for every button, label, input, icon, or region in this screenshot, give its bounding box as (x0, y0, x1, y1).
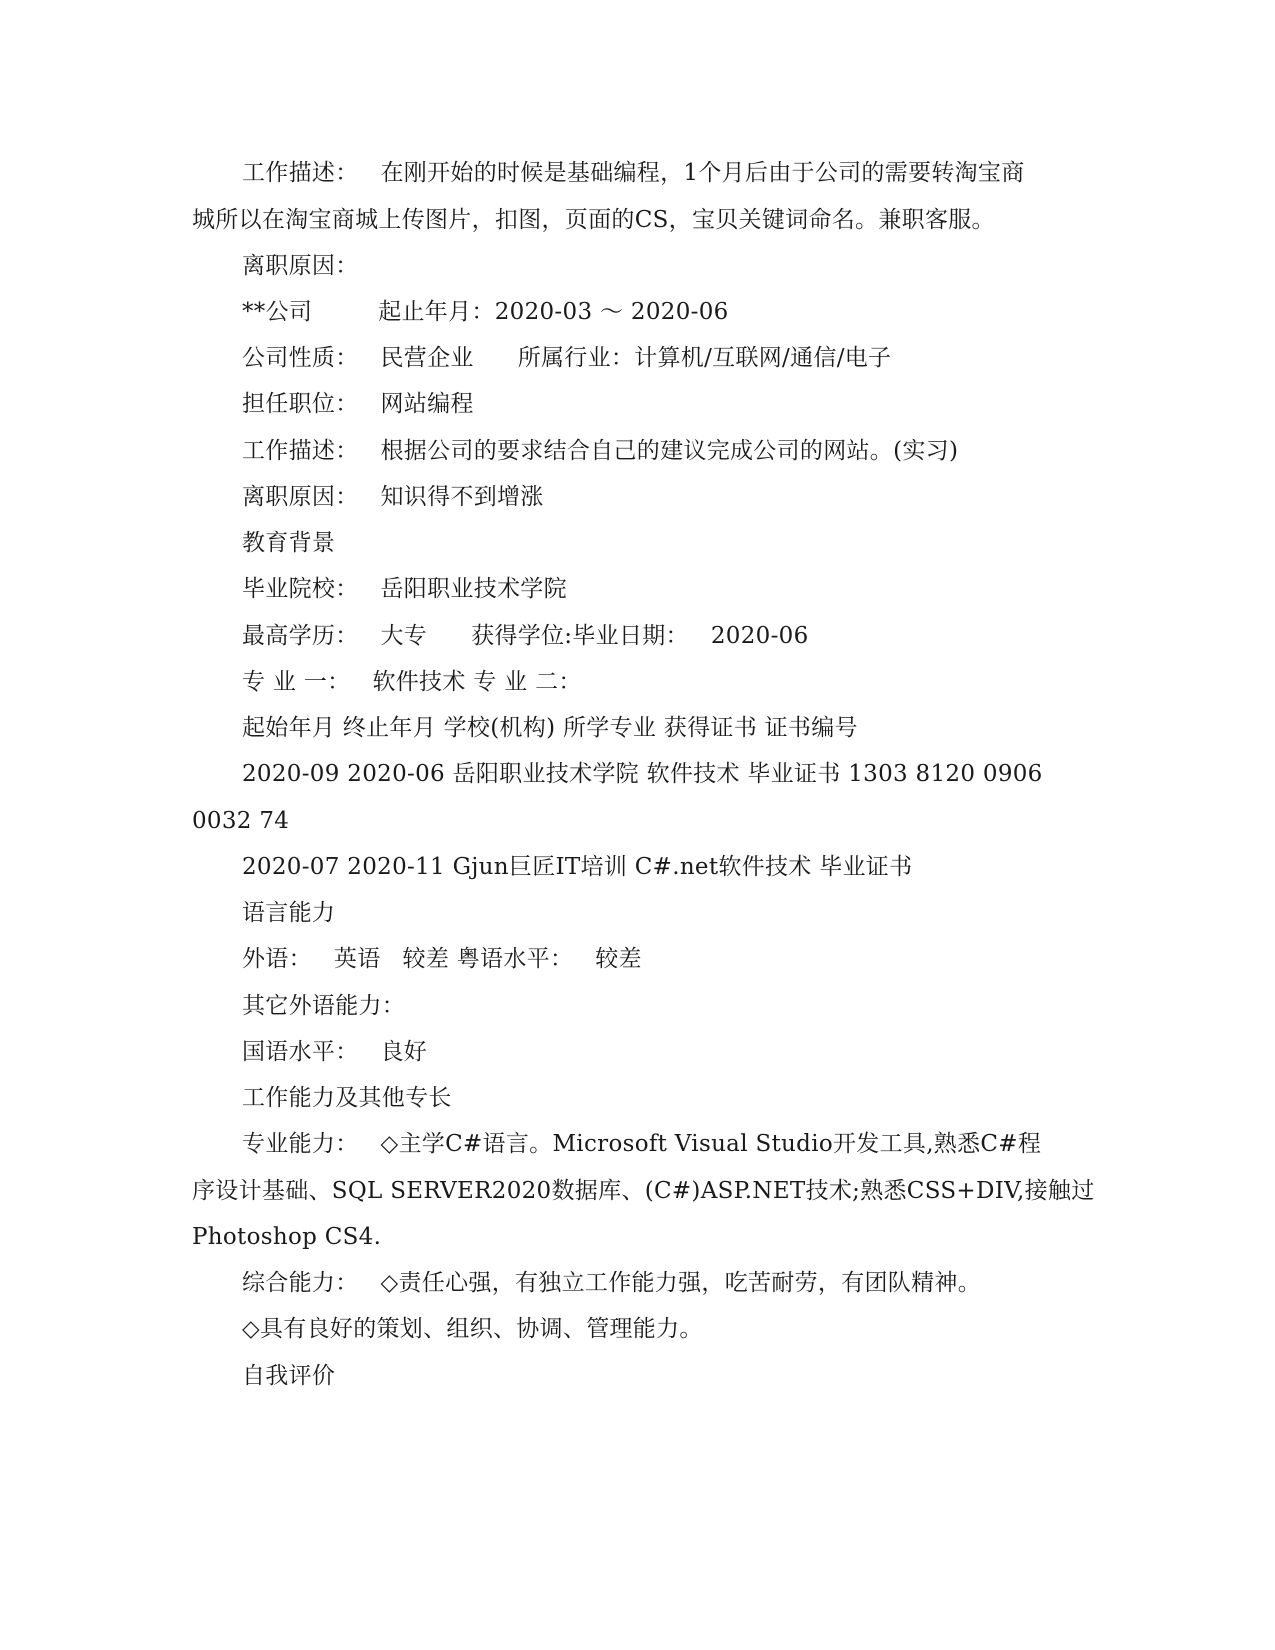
skills-heading: 工作能力及其他专长 (242, 1085, 452, 1111)
major1-value: 软件技术 (372, 669, 466, 695)
mandarin-label: 国语水平： (242, 1039, 359, 1065)
grad-label: 毕业日期： (572, 623, 689, 649)
work-description-label: 工作描述： (242, 160, 359, 186)
general-skills-line (242, 1268, 981, 1298)
school-label: 毕业院校： (242, 576, 359, 602)
work-description-2-line (242, 436, 958, 466)
major1-label: 专 业 一： (242, 669, 351, 695)
education-row-2: 2020-07 2020-11 Gjun巨匠IT培训 C#.net软件技术 毕业证书 (242, 854, 913, 880)
mandarin-line (242, 1037, 427, 1067)
leave-reason-1: 离职原因： (242, 253, 359, 279)
professional-skills-continued-2: Photoshop CS4. (192, 1224, 382, 1250)
degree-line (242, 621, 809, 651)
general-label: 综合能力： (242, 1270, 359, 1296)
work-description-1-line (242, 158, 1025, 188)
leave-reason-2-label: 离职原因： (242, 484, 359, 510)
period-label: 起止年月： (378, 299, 495, 325)
industry-label: 所属行业： (517, 345, 635, 371)
school-line (242, 574, 567, 604)
professional-text: ◇主学C#语言。Microsoft Visual Studio开发工具,熟悉C#程 (380, 1131, 1042, 1157)
leave-reason-2-line (242, 482, 544, 512)
professional-skills-continued: 序设计基础、SQL SERVER2020数据库、(C#)ASP.NET技术;熟悉CSS+DIV,接触过 (192, 1178, 1095, 1204)
position-line (242, 389, 474, 419)
cantonese-label: 粤语水平： (456, 946, 574, 972)
foreign-lang: 英语 (333, 946, 381, 972)
education-row-1: 2020-09 2020-06 岳阳职业技术学院 软件技术 毕业证书 1303 8120 0906 (242, 761, 1043, 787)
professional-skills-line (242, 1129, 1041, 1159)
general-skills-line-2: ◇具有良好的策划、组织、协调、管理能力。 (242, 1316, 703, 1342)
work-description-2-label: 工作描述： (242, 438, 359, 464)
industry-value: 计算机/互联网/通信/电子 (634, 345, 892, 371)
work-description-2-text: 根据公司的要求结合自己的建议完成公司的网站。(实习) (380, 438, 959, 464)
general-text: ◇责任心强，有独立工作能力强，吃苦耐劳，有团队精神。 (380, 1270, 981, 1296)
mandarin-level: 良好 (380, 1039, 428, 1065)
nature-value: 民营企业 (380, 345, 474, 371)
foreign-label: 外语： (242, 946, 312, 972)
grad-value: 2020-06 (710, 623, 809, 649)
major-line (242, 667, 582, 697)
education-table-header: 起始年月 终止年月 学校(机构) 所学专业 获得证书 证书编号 (242, 715, 858, 741)
other-language-line: 其它外语能力： (242, 993, 406, 1019)
position-value: 网站编程 (380, 391, 474, 417)
foreign-level: 较差 (402, 946, 450, 972)
period-value: 2020-03 ～ 2020-06 (494, 299, 729, 325)
work-description-text: 在刚开始的时候是基础编程，1个月后由于公司的需要转淘宝商 (380, 160, 1025, 186)
company-2-header (242, 297, 729, 327)
major2-label: 专 业 二： (473, 669, 582, 695)
company-name: **公司 (242, 299, 313, 325)
award-label: 获得学位: (471, 623, 573, 649)
education-heading: 教育背景 (242, 530, 336, 556)
self-evaluation-heading: 自我评价 (242, 1363, 336, 1389)
position-label: 担任职位： (242, 391, 359, 417)
degree-label: 最高学历： (242, 623, 359, 649)
work-description-1-continued: 城所以在淘宝商城上传图片，扣图，页面的CS，宝贝关键词命名。兼职客服。 (192, 207, 995, 233)
degree-value: 大专 (380, 623, 428, 649)
foreign-language-line (242, 944, 642, 974)
language-heading: 语言能力 (242, 900, 336, 926)
school-value: 岳阳职业技术学院 (380, 576, 567, 602)
leave-reason-2-value: 知识得不到增涨 (380, 484, 544, 510)
education-row-1-continued: 0032 74 (192, 808, 290, 834)
company-nature-line (242, 343, 891, 373)
cantonese-level: 较差 (595, 946, 642, 972)
professional-label: 专业能力： (242, 1131, 359, 1157)
nature-label: 公司性质： (242, 345, 359, 371)
